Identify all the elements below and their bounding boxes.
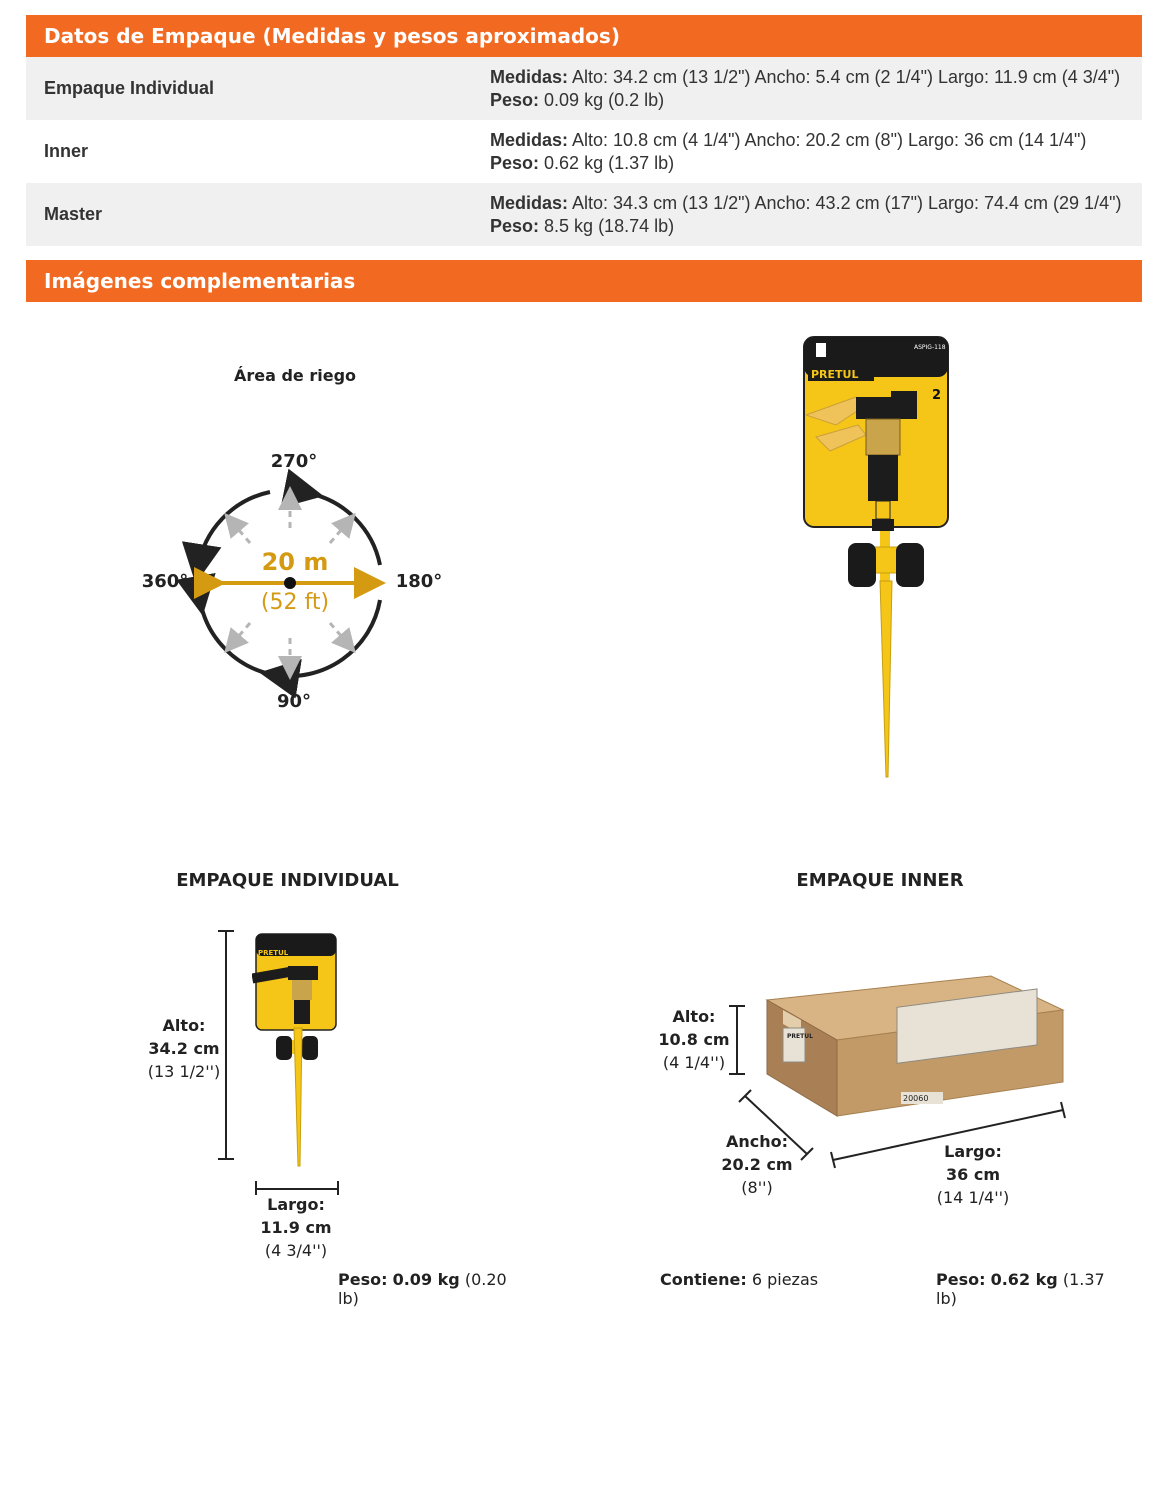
inner-largo: Largo: 36 cm (14 1/4'') [936, 1142, 1010, 1207]
images-section-title: Imágenes complementarias [26, 260, 1142, 302]
row-value: Medidas: Alto: 34.2 cm (13 1/2") Ancho: 5.4 cm (2 1/4") Largo: 11.9 cm (4 3/4") Peso: 0.09 kg (0.2 lb) [490, 66, 1121, 110]
product-image [796, 335, 986, 785]
row-value: Medidas: Alto: 10.8 cm (4 1/4") Ancho: 20.2 cm (8") Largo: 36 cm (14 1/4") Peso: 0.62 kg (1.37 lb) [490, 129, 1087, 173]
inner-ancho: Ancho: 20.2 cm (8'') [721, 1132, 793, 1197]
box-brand: PRETUL [787, 1033, 813, 1040]
table-row [26, 120, 1142, 183]
box-code: 20060 [903, 1094, 929, 1103]
individual-largo: Largo: 11.9 cm (4 3/4'') [260, 1195, 332, 1260]
packaging-section-title: Datos de Empaque (Medidas y pesos aproximados) [26, 15, 1142, 57]
table-row [26, 57, 1142, 120]
brand-label: PRETUL [258, 949, 289, 957]
inner-title: EMPAQUE INNER [796, 870, 964, 891]
inner-alto: Alto: 10.8 cm (4 1/4'') [658, 1007, 730, 1072]
row-label: Master [44, 204, 103, 224]
individual-title: EMPAQUE INDIVIDUAL [176, 870, 399, 891]
individual-product-image [252, 932, 342, 1172]
row-label: Inner [44, 141, 89, 161]
riego-caption: Área de riego [233, 366, 357, 385]
center-dot [284, 577, 296, 589]
packaging-table [26, 57, 1142, 246]
individual-peso: Peso: 0.09 kg (0.20 lb) [338, 1270, 507, 1308]
distance-label: 20 m [261, 548, 329, 576]
individual-alto: Alto: 34.2 cm (13 1/2'') [147, 1016, 221, 1081]
degree-270-label: 270° [270, 451, 318, 472]
row-label: Empaque Individual [44, 78, 215, 98]
ways-number: 2 [932, 388, 942, 403]
degree-180-label: 180° [395, 571, 443, 592]
inner-contiene: Contiene: 6 piezas [660, 1270, 819, 1289]
degree-90-label: 90° [276, 691, 312, 712]
distance-ft-label: (52 ft) [260, 590, 330, 615]
row-value: Medidas: Alto: 34.3 cm (13 1/2") Ancho: 43.2 cm (17") Largo: 74.4 cm (29 1/4") Peso: 8.5 kg (18.74 lb) [490, 192, 1122, 236]
brand-label: PRETUL [811, 368, 859, 381]
inner-peso: Peso: 0.62 kg (1.37 lb) [936, 1270, 1105, 1308]
product-code: ASPIG-118 [914, 344, 946, 351]
degree-360-label: 360° [141, 571, 189, 592]
table-row [26, 183, 1142, 246]
